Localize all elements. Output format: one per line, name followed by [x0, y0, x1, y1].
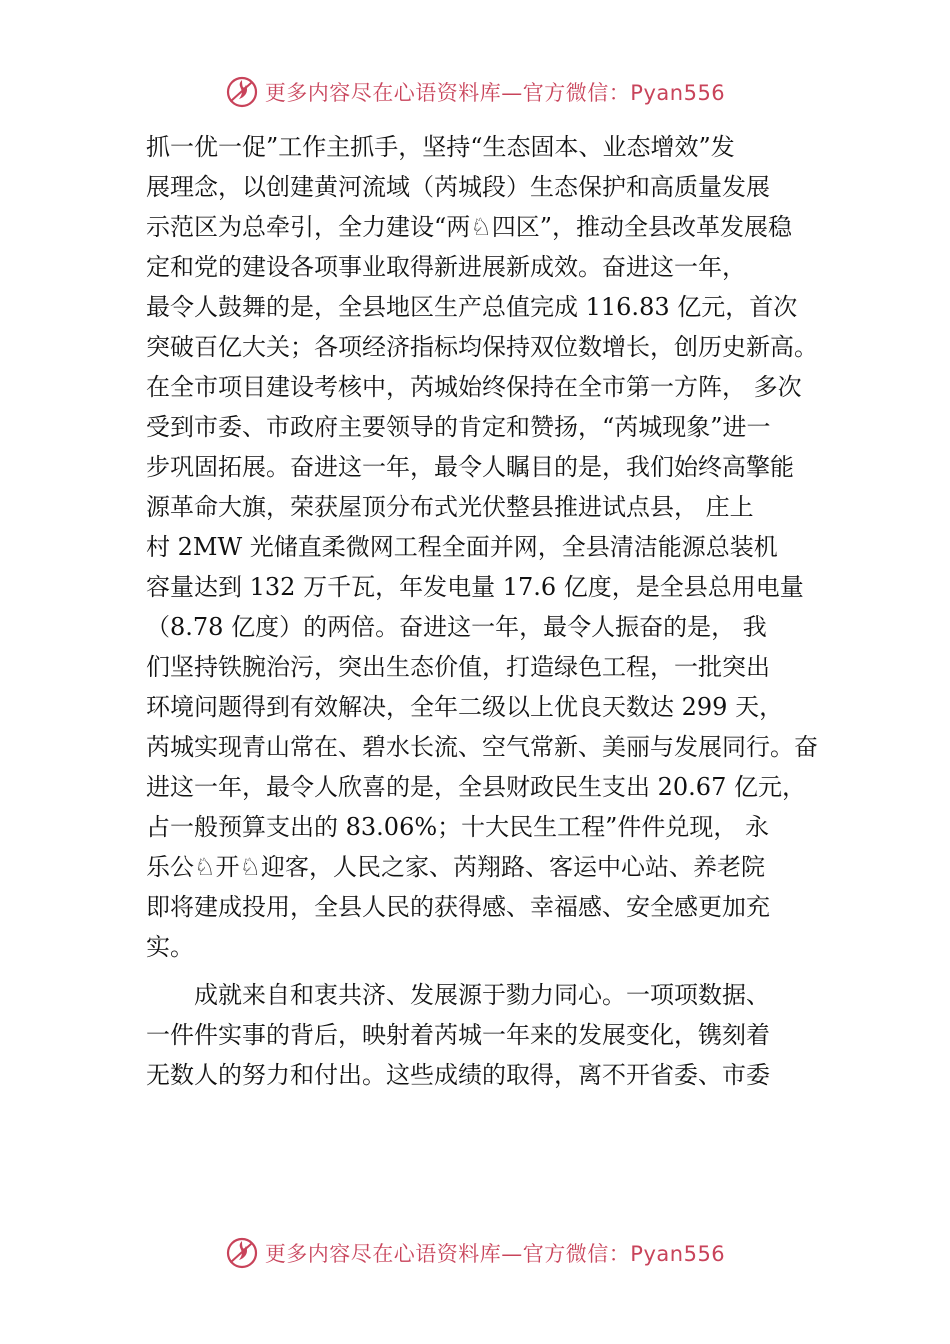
text-line: 最令人鼓舞的是，全县地区生产总值完成 116.83 亿元，首次 — [146, 293, 798, 321]
text-line: 示范区为总牵引，全力建设“两♘四区”，推动全县改革发展稳 — [146, 213, 793, 241]
text-line: 抓一优一促”工作主抓手，坚持“生态固本、业态增效”发 — [146, 133, 735, 161]
footer-banner — [0, 1233, 950, 1273]
text-line: 即将建成投用，全县人民的获得感、幸福感、安全感更加充 — [146, 893, 770, 921]
text-line: 芮城实现青山常在、碧水长流、空气常新、美丽与发展同行。奋 — [146, 733, 818, 761]
text-line: 在全市项目建设考核中，芮城始终保持在全市第一方阵， 多次 — [146, 373, 802, 401]
text-line: 展理念，以创建黄河流域（芮城段）生态保护和高质量发展 — [146, 173, 770, 201]
flame-logo-icon — [225, 75, 259, 109]
flame-logo-icon — [225, 1236, 259, 1270]
text-line: 突破百亿大关；各项经济指标均保持双位数增长，创历史新高。 — [146, 333, 818, 361]
text-line: 受到市委、市政府主要领导的肯定和赞扬，“芮城现象”进一 — [146, 413, 771, 441]
text-line: 容量达到 132 万千瓦，年发电量 17.6 亿度，是全县总用电量 — [146, 573, 804, 601]
paragraph-line: 无数人的努力和付出。这些成绩的取得，离不开省委、市委 — [146, 1061, 770, 1089]
text-line: 环境问题得到有效解决，全年二级以上优良天数达 299 天， — [146, 693, 784, 721]
text-line: 源革命大旗，荣获屋顶分布式光伏整县推进试点县， 庄上 — [146, 493, 754, 521]
text-line: 定和党的建设各项事业取得新进展新成效。奋进这一年， — [146, 253, 746, 281]
header-banner-text: 更多内容尽在心语资料库—官方微信：Pyan556 — [264, 81, 726, 105]
text-line: （8.78 亿度）的两倍。奋进这一年，最令人振奋的是， 我 — [146, 613, 767, 641]
text-line: 进这一年，最令人欣喜的是，全县财政民生支出 20.67 亿元， — [146, 773, 806, 801]
paragraph-line: 成就来自和衷共济、发展源于勠力同心。一项项数据、 — [146, 981, 770, 1009]
text-line: 占一般预算支出的 83.06%；十大民生工程”件件兑现， 永 — [146, 813, 770, 841]
paragraph-line: 一件件实事的背后，映射着芮城一年来的发展变化，镌刻着 — [146, 1021, 770, 1049]
text-line: 步巩固拓展。奋进这一年，最令人瞩目的是，我们始终高擎能 — [146, 453, 794, 481]
document-body — [146, 127, 836, 1095]
text-line: 乐公♘开♘迎客，人民之家、芮翔路、客运中心站、养老院 — [146, 853, 766, 881]
text-line: 村 2MW 光储直柔微网工程全面并网，全县清洁能源总装机 — [146, 533, 778, 561]
header-banner — [0, 72, 950, 112]
text-line: 们坚持铁腕治污，突出生态价值，打造绿色工程，一批突出 — [146, 653, 770, 681]
footer-banner-text: 更多内容尽在心语资料库—官方微信：Pyan556 — [264, 1242, 726, 1266]
text-line: 实。 — [146, 933, 194, 961]
